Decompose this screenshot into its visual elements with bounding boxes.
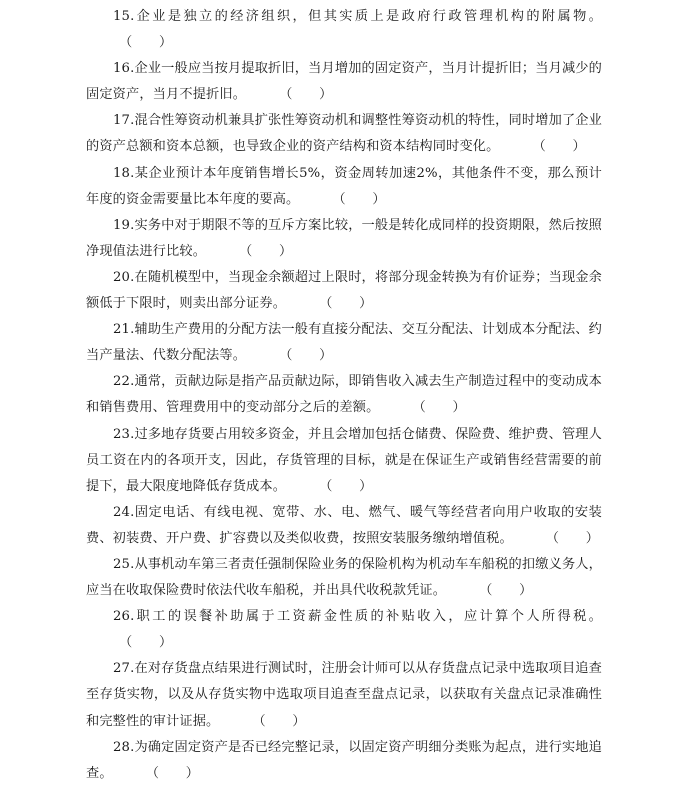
- question-item: [86, 656, 602, 734]
- answer-blank: （ ）: [319, 296, 373, 312]
- answer-blank: （ ）: [532, 139, 586, 155]
- question-text: 固定电话、有线电视、宽带、水、电、燃气、暖气等经营者向用户收取的安装费、初装费、开户费、扩容费以及类似收费，按照安装服务缴纳增值税。: [86, 504, 602, 546]
- question-list: [86, 4, 602, 787]
- answer-blank: （ ）: [332, 191, 386, 207]
- answer-blank: （ ）: [319, 478, 373, 494]
- question-item: [86, 317, 602, 369]
- question-item: [86, 213, 602, 265]
- question-text: 辅助生产费用的分配方法一般有直接分配法、交互分配法、计划成本分配法、约当产量法、代数分配法等。: [86, 322, 602, 364]
- question-number: 26.: [113, 609, 135, 625]
- answer-blank: （ ）: [412, 400, 466, 416]
- question-item: [86, 422, 602, 500]
- question-item: [86, 4, 602, 56]
- question-item: [86, 265, 602, 317]
- answer-blank: （ ）: [119, 635, 173, 651]
- question-item: [86, 56, 602, 108]
- question-item: [86, 500, 602, 552]
- question-text: 某企业预计本年度销售增长5%，资金周转加速2%，其他条件不变，那么预计年度的资金需要量比本年度的要高。: [86, 165, 602, 207]
- question-text: 企业是独立的经济组织，但其实质上是政府行政管理机构的附属物。: [134, 9, 602, 24]
- question-item: [86, 552, 602, 604]
- question-item: [86, 108, 602, 160]
- question-number: 18.: [113, 165, 135, 181]
- answer-blank: （ ）: [145, 765, 200, 781]
- question-number: 28.: [113, 739, 135, 755]
- question-text: 在随机模型中，当现金余额超过上限时，将部分现金转换为有价证券；当现金余额低于下限时，则卖出部分证券。: [86, 269, 602, 312]
- answer-blank: （ ）: [239, 243, 293, 259]
- question-number: 16.: [113, 61, 135, 77]
- question-text: 为确定固定资产是否已经完整记录，以固定资产明细分类账为起点，进行实地追查。: [86, 739, 602, 781]
- answer-blank: （ ）: [279, 348, 333, 364]
- question-number: 20.: [113, 269, 135, 285]
- answer-blank: （ ）: [279, 87, 333, 103]
- question-text: 过多地存货要占用较多资金，并且会增加包括仓储费、保险费、维护费、管理人员工资在内的各项开支，因此，存货管理的目标，就是在保证生产或销售经营需要的前提下，最大限度地降低存货成本。: [86, 426, 602, 494]
- answer-blank: （ ）: [252, 713, 306, 729]
- question-text: 通常，贡献边际是指产品贡献边际，即销售收入减去生产制造过程中的变动成本和销售费用、管理费用中的变动部分之后的差额。: [86, 374, 602, 416]
- question-text: 在对存货盘点结果进行测试时，注册会计师可以从存货盘点记录中选取项目追查至存货实物，以及从存货实物中选取项目追查至盘点记录，以获取有关盘点记录准确性和完整性的审计证据。: [86, 661, 602, 729]
- question-number: 19.: [113, 217, 135, 233]
- question-text: 实务中对于期限不等的互斥方案比较，一般是转化成同样的投资期限，然后按照净现值法进行比较。: [86, 217, 602, 259]
- question-number: 22.: [113, 374, 135, 390]
- question-text: 企业一般应当按月提取折旧，当月增加的固定资产，当月计提折旧；当月减少的固定资产，当月不提折旧。: [86, 61, 602, 103]
- question-item: [86, 604, 602, 656]
- question-number: 25.: [113, 556, 135, 572]
- question-number: 24.: [113, 504, 135, 520]
- question-number: 17.: [113, 113, 135, 129]
- answer-blank: （ ）: [479, 583, 533, 599]
- question-text: 职工的误餐补助属于工资薪金性质的补贴收入，应计算个人所得税。: [134, 609, 602, 625]
- question-text: 混合性筹资动机兼具扩张性筹资动机和调整性筹资动机的特性，同时增加了企业的资产总额和资本总额，也导致企业的资产结构和资本结构同时变化。: [86, 113, 602, 155]
- question-text: 从事机动车第三者责任强制保险业务的保险机构为机动车车船税的扣缴义务人，应当在收取保险费时依法代收车船税，并出具代收税款凭证。: [86, 556, 602, 599]
- question-number: 27.: [113, 661, 135, 677]
- question-number: 21.: [113, 322, 135, 338]
- answer-blank: （ ）: [119, 35, 173, 51]
- question-item: [86, 369, 602, 421]
- question-item: [86, 161, 602, 213]
- question-number: 23.: [113, 426, 135, 442]
- question-number: 15.: [113, 9, 135, 24]
- answer-blank: （ ）: [545, 530, 600, 546]
- question-item: [86, 735, 602, 787]
